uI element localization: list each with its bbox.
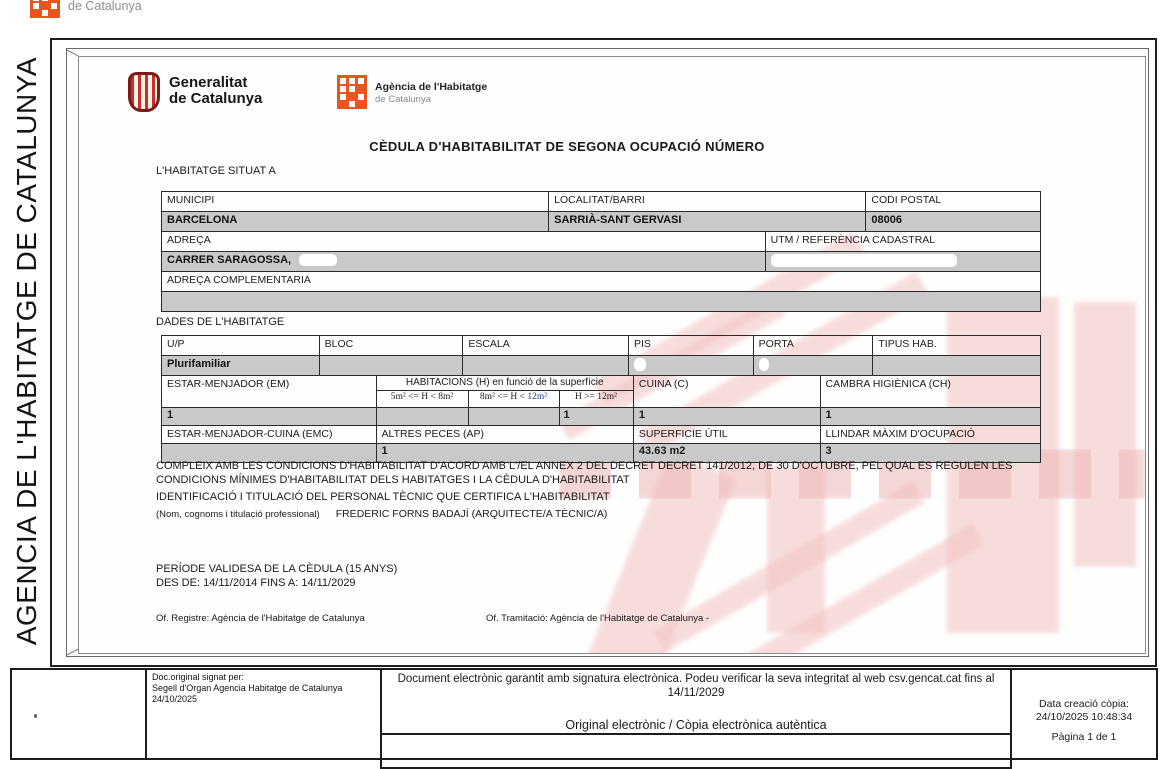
superficie-value: 43.63 m2 bbox=[634, 443, 820, 462]
porta-value-redacted bbox=[754, 356, 874, 375]
bloc-label: BLOC bbox=[320, 336, 464, 355]
generalitat-logo-line1: Generalitat bbox=[169, 74, 248, 91]
em-value: 1 bbox=[162, 407, 376, 425]
technician-line bbox=[156, 508, 607, 520]
localitat-value: SARRIÀ-SANT GERVASI bbox=[549, 212, 866, 231]
ap-value: 1 bbox=[377, 443, 633, 462]
hab-value-3: 1 bbox=[560, 407, 633, 425]
tipus-label: TIPUS HAB. bbox=[878, 338, 937, 350]
llindar-label: LLINDAR MÀXIM D'OCUPACIÓ bbox=[825, 428, 975, 440]
em-label: ESTAR-MENJADOR (EM) bbox=[167, 378, 290, 390]
hab-value-1 bbox=[377, 407, 469, 425]
agencia-logo-icon bbox=[337, 75, 367, 109]
unit-table bbox=[161, 335, 1041, 376]
agencia-habitatge-logo bbox=[337, 75, 487, 109]
footer-signed-cell bbox=[147, 670, 382, 758]
footer-guarantee-cell bbox=[382, 670, 1012, 758]
agencia-logo-line2: de Catalunya bbox=[375, 94, 431, 105]
hab-range-2: 8m² <= H < 12m² bbox=[469, 391, 560, 407]
adreca-comp-value bbox=[162, 292, 1040, 311]
adreca-comp-label: ADREÇA COMPLEMENTARIA bbox=[167, 274, 311, 286]
porta-label: PORTA bbox=[754, 336, 874, 355]
ch-value: 1 bbox=[821, 407, 1041, 425]
signature-footer bbox=[10, 668, 1158, 760]
cuina-label: CUINA (C) bbox=[638, 378, 689, 390]
superficie-label: SUPERFICIE ÚTIL bbox=[638, 428, 728, 440]
up-value: Plurifamiliar bbox=[162, 356, 320, 375]
generalitat-logo-line2: de Catalunya bbox=[169, 90, 263, 107]
generalitat-logo bbox=[128, 72, 262, 112]
technician-section-title: IDENTIFICACIÓ I TITULACIÓ DEL PERSONAL TÈCNIC QUE CERTIFICA L'HABITABILITAT bbox=[156, 491, 610, 503]
adreca-value: CARRER SARAGOSSA, bbox=[162, 252, 766, 271]
footer-empty-cell bbox=[12, 670, 147, 758]
utm-value-redacted bbox=[766, 252, 1040, 271]
guarantee-text: Document electrònic garantit amb signatura electrònica. Podeu verificar la seva integritat al web csv.gencat.cat fins al 14/11/2029 bbox=[397, 673, 995, 699]
ch-label: CAMBRA HIGIÈNICA (CH) bbox=[825, 378, 951, 390]
pis-label: PIS bbox=[629, 336, 754, 355]
cropped-agencia-logo bbox=[30, 0, 290, 26]
footer-subrow bbox=[380, 733, 1012, 769]
scanned-page bbox=[78, 56, 1146, 654]
compliance-paragraph: COMPLEIX AMB LES CONDICIONS D'HABITABILITAT D'ACORD AMB L'/EL ANNEX 2 DEL DECRET DECRET 141/2012, DE 30 D'OCTUBRE, PEL QUAL ES REGULEN LES CONDICIONS MÍNIMES D'HABITABILITAT DELS HABITATGES I LA CÈDULA D'HABITABILITAT bbox=[156, 460, 1013, 486]
office-tramitacio: Of. Tramitació: Agència de l'Habitatge de Catalunya - bbox=[486, 613, 710, 624]
redaction-blob bbox=[634, 358, 646, 371]
validity-line1: PERÍODE VALIDESA DE LA CÈDULA (15 ANYS) bbox=[156, 563, 398, 575]
side-vertical-label: AGENCIA DE L'HABITATGE DE CATALUNYA bbox=[11, 56, 42, 646]
cropped-logo-caption: de Catalunya bbox=[68, 0, 142, 13]
codi-postal-label: CODI POSTAL bbox=[871, 194, 942, 206]
dades-section-title: DADES DE L'HABITATGE bbox=[156, 316, 285, 328]
redaction-blob bbox=[759, 358, 769, 371]
municipi-label: MUNICIPI bbox=[162, 192, 549, 211]
agencia-logo-line1: Agència de l'Habitatge bbox=[375, 81, 488, 93]
document-title: CÈDULA D'HABITABILITAT DE SEGONA OCUPACIÓ NÚMERO bbox=[369, 139, 765, 154]
address-table bbox=[161, 191, 1041, 312]
agencia-logo-icon bbox=[30, 0, 64, 19]
cuina-value: 1 bbox=[634, 407, 820, 425]
hab-range-1: 5m² <= H < 8m² bbox=[377, 391, 469, 407]
municipi-value: BARCELONA bbox=[162, 212, 549, 231]
signed-line3: 24/10/2025 bbox=[152, 694, 198, 704]
copy-date-value: 24/10/2025 10:48:34 bbox=[1035, 711, 1133, 723]
emc-label: ESTAR-MENJADOR-CUINA (EMC) bbox=[167, 428, 333, 440]
generalitat-shield-icon bbox=[128, 72, 160, 112]
footer-copy-date-cell bbox=[1012, 670, 1156, 758]
office-registre: Of. Registre: Agència de l'Habitatge de Catalunya bbox=[156, 613, 365, 624]
llindar-value: 3 bbox=[821, 443, 1041, 462]
adreca-label: ADREÇA bbox=[162, 232, 766, 251]
up-label: U/P bbox=[162, 336, 320, 355]
scan-artifact-dot bbox=[34, 714, 37, 718]
tipus-value bbox=[873, 356, 1040, 375]
situat-label: L'HABITATGE SITUAT A bbox=[156, 165, 276, 177]
scanned-page-bevel bbox=[66, 48, 1149, 657]
escala-label: ESCALA bbox=[463, 336, 629, 355]
redaction-blob bbox=[299, 254, 337, 266]
habitacions-label: HABITACIONS (H) en funció de la superfície bbox=[377, 376, 633, 391]
hab-value-2 bbox=[469, 407, 560, 425]
validity-block bbox=[156, 563, 397, 590]
document-frame bbox=[50, 38, 1157, 667]
page-number: Pàgina 1 de 1 bbox=[1051, 731, 1117, 743]
pis-value-redacted bbox=[629, 356, 754, 375]
codi-postal-value: 08006 bbox=[871, 214, 902, 226]
copy-date-label: Data creació còpia: bbox=[1039, 698, 1129, 710]
hab-range-3: H >= 12m² bbox=[574, 392, 618, 402]
escala-value bbox=[463, 356, 629, 375]
localitat-label: LOCALITAT/BARRI bbox=[549, 192, 866, 211]
ap-label: ALTRES PECES (AP) bbox=[381, 428, 485, 440]
signed-line2: Segell d'Organ Agencia Habitatge de Catalunya bbox=[152, 683, 343, 693]
validity-line2: DES DE: 14/11/2014 FINS A: 14/11/2029 bbox=[156, 576, 356, 589]
technician-label: (Nom, cognoms i titulació professional) bbox=[156, 509, 320, 520]
utm-label: UTM / REFERÈNCIA CADASTRAL bbox=[770, 234, 936, 246]
redaction-blob bbox=[771, 254, 957, 267]
rooms-table bbox=[161, 375, 1041, 463]
bloc-value bbox=[320, 356, 464, 375]
original-copy-text: Original electrònic / Còpia electrònica autèntica bbox=[565, 718, 827, 732]
signed-line1: Doc.original signat per: bbox=[152, 672, 245, 682]
technician-name: FREDERIC FORNS BADAJÍ (ARQUITECTE/A TÈCNIC/A) bbox=[335, 508, 608, 520]
